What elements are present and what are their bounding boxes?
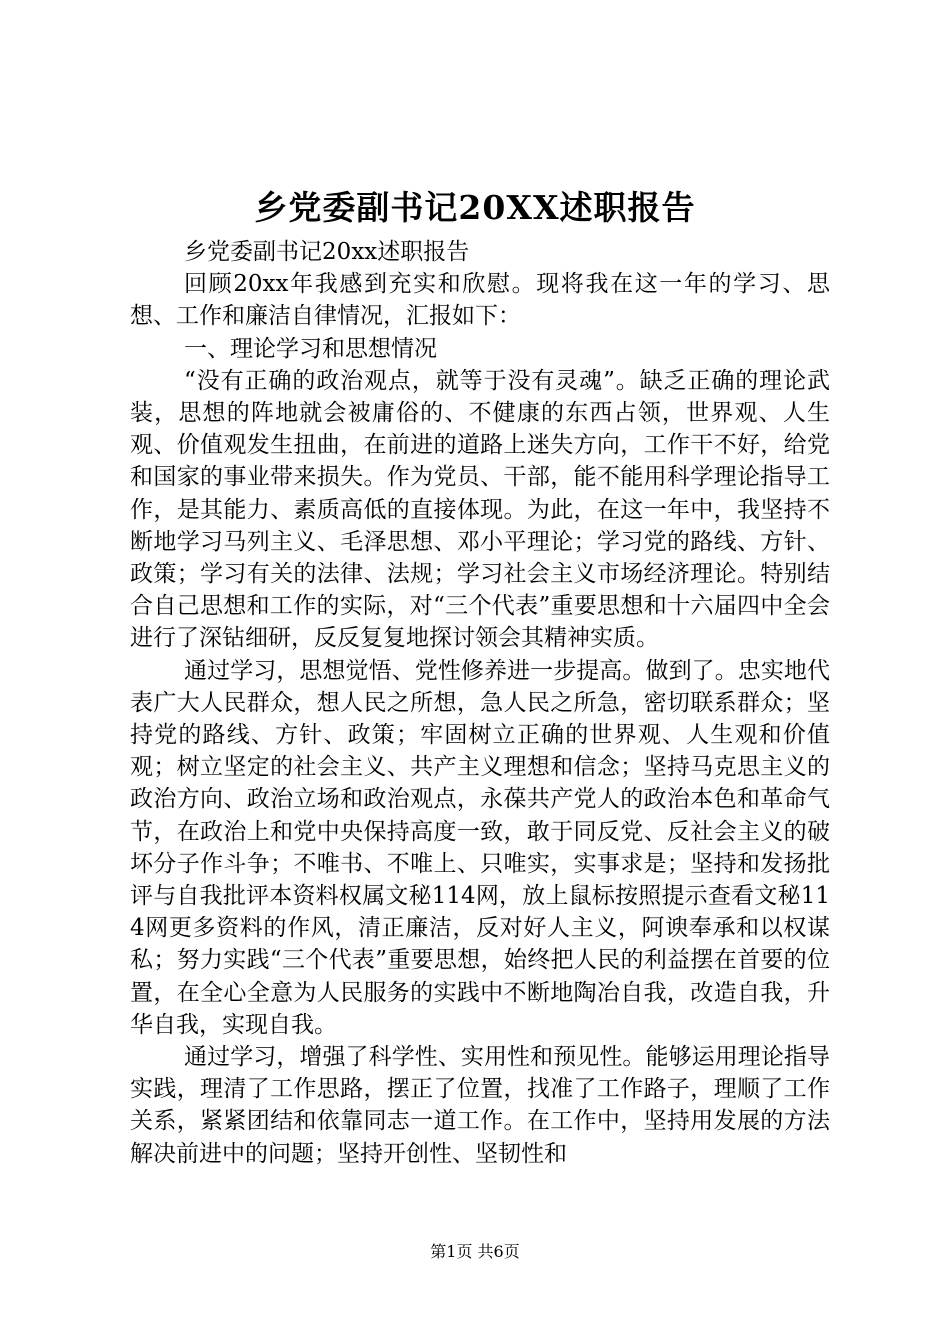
paragraph-practice: 通过学习，增强了科学性、实用性和预见性。能够运用理论指导实践，理清了工作思路，摆正了位置，找准了工作路子，理顺了工作关系，紧紧团结和依靠同志一道工作。在工作中，坚持用发展的方法解决前进中的问题；坚持开创性、坚韧性和 (130, 1044, 830, 1167)
paragraph-theory: “没有正确的政治观点，就等于没有灵魂”。缺乏正确的理论武装，思想的阵地就会被庸俗的、不健康的东西占领，世界观、人生观、价值观发生扭曲，在前进的道路上迷失方向，工作干不好，给党和国家的事业带来损失。作为党员、干部，能不能用科学理论指导工作，是其能力、素质高低的直接体现。为此，在这一年中，我坚持不断地学习马列主义、毛泽思想、邓小平理论；学习党的路线、方针、政策；学习有关的法律、法规；学习社会主义市场经济理论。特别结合自己思想和工作的实际，对“三个代表”重要思想和十六届四中全会进行了深钻细研，反反复复地探讨领会其精神实质。 (130, 367, 830, 652)
paragraph-intro: 回顾20xx年我感到充实和欣慰。现将我在这一年的学习、思想、工作和廉洁自律情况，汇报如下： (130, 271, 830, 330)
document-title: 乡党委副书记20XX述职报告 (254, 188, 696, 227)
page-number: 第1页 共6页 (430, 1242, 520, 1261)
paragraph-awareness: 通过学习，思想觉悟、党性修养进一步提高。做到了。忠实地代表广大人民群众，想人民之所想，急人民之所急，密切联系群众；坚持党的路线、方针、政策；牢固树立正确的世界观、人生观和价值观；树立坚定的社会主义、共产主义理想和信念；坚持马克思主义的政治方向、政治立场和政治观点，永葆共产党人的政治本色和革命气节，在政治上和党中央保持高度一致，敢于同反党、反社会主义的破坏分子作斗争；不唯书、不唯上、只唯实，实事求是；坚持和发扬批评与自我批评本资料权属文秘114网，放上鼠标按照提示查看文秘114网更多资料的作风，清正廉洁，反对好人主义，阿谀奉承和以权谋私；努力实践“三个代表”重要思想，始终把人民的利益摆在首要的位置，在全心全意为人民服务的实践中不断地陶冶自我，改造自我，升华自我，实现自我。 (130, 657, 830, 1038)
document-body (130, 236, 830, 1170)
section-heading: 一、理论学习和思想情况 (184, 335, 438, 362)
paragraph-subtitle: 乡党委副书记20xx述职报告 (184, 239, 470, 265)
